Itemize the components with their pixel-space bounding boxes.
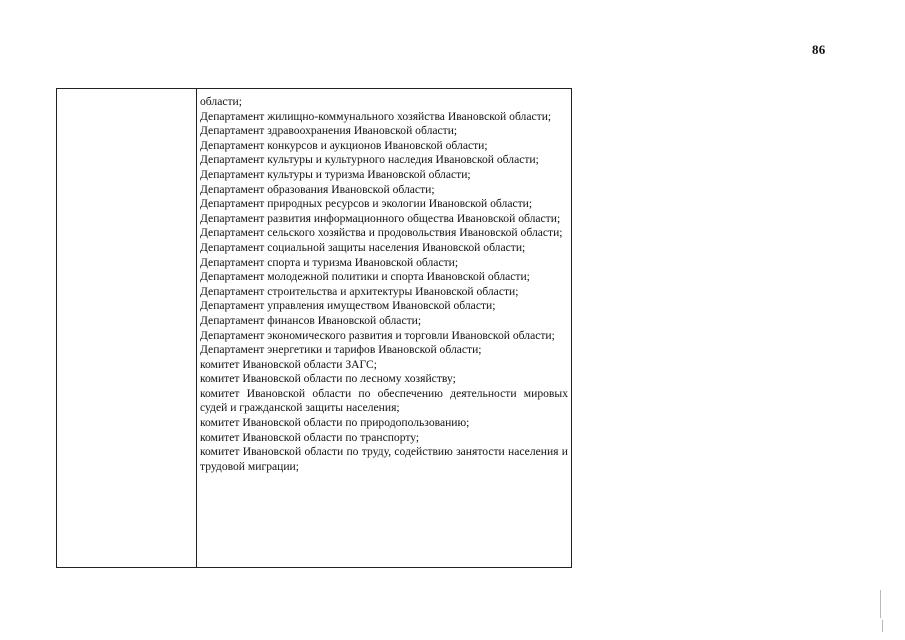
list-item: комитет Ивановской области по природопользованию; (200, 416, 470, 430)
list-item: Департамент социальной защиты населения Ивановской области; (200, 240, 526, 254)
list-item: Департамент строительства и архитектуры Ивановской области; (200, 284, 519, 298)
table-left-cell (57, 89, 197, 567)
list-item: Департамент спорта и туризма Ивановской области; (200, 255, 459, 269)
list-item: Департамент природных ресурсов и экологии Ивановской области; (200, 197, 533, 211)
list-item: Департамент молодежной политики и спорта Ивановской области; (200, 270, 530, 284)
list-item: Департамент экономического развития и торговли Ивановской области; (200, 328, 555, 342)
list-item: Департамент финансов Ивановской области; (200, 313, 422, 327)
list-item: комитет Ивановской области по труду, содействию занятости населения и трудовой миграции; (200, 445, 568, 473)
list-item: Департамент культуры и туризма Ивановской области; (200, 167, 471, 181)
list-item: комитет Ивановской области по обеспечению деятельности мировых судей и гражданской защиты населения; (200, 386, 568, 415)
list-item: комитет Ивановской области ЗАГС; (200, 357, 378, 371)
list-item: области; (200, 95, 242, 108)
table-right-cell (197, 89, 571, 567)
document-table (56, 88, 572, 568)
list-item: Департамент образования Ивановской области; (200, 182, 435, 196)
list-item: Департамент развития информационного общества Ивановской области; (200, 211, 561, 225)
scan-artifact (882, 620, 883, 632)
scan-artifact (880, 590, 881, 618)
page-number: 86 (812, 42, 826, 57)
list-item: Департамент культуры и культурного наследия Ивановской области; (200, 153, 539, 167)
list-item: комитет Ивановской области по транспорту; (200, 430, 420, 444)
list-item: Департамент конкурсов и аукционов Ивановской области; (200, 138, 488, 152)
list-item: Департамент сельского хозяйства и продовольствия Ивановской области; (200, 226, 563, 240)
list-item: Департамент управления имуществом Ивановской области; (200, 299, 496, 313)
list-item: Департамент жилищно-коммунального хозяйства Ивановской области; (200, 109, 552, 123)
list-item: комитет Ивановской области по лесному хозяйству; (200, 372, 456, 386)
list-item: Департамент энергетики и тарифов Ивановской области; (200, 343, 482, 357)
list-item: Департамент здравоохранения Ивановской области; (200, 124, 458, 138)
